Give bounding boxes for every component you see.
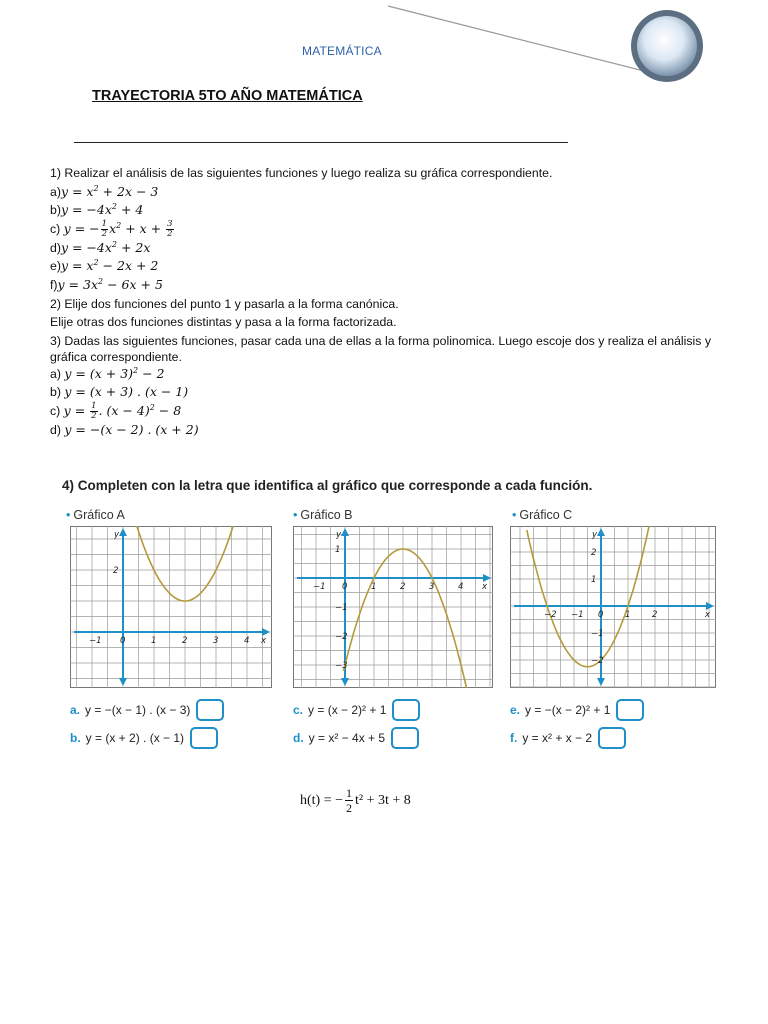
graph-b-title: • Gráfico B bbox=[293, 508, 353, 522]
exercise-3-item: a) $y = (x + 3)^2 - 2$ bbox=[50, 365, 165, 381]
x-tick-label: 2 bbox=[652, 610, 658, 620]
graph-c bbox=[510, 526, 716, 688]
lens-icon bbox=[637, 16, 697, 76]
exercise-1-item: c) y = − $\frac{1}{2}$ $x^2 + x$ + $\frac{3}{2}$ bbox=[50, 218, 173, 239]
y-tick-label: 1 bbox=[335, 545, 341, 555]
x-axis-label: x bbox=[705, 610, 711, 620]
y-axis-label: y bbox=[114, 530, 120, 540]
x-axis-label: x bbox=[261, 636, 267, 646]
exercise-1-prompt: 1) Realizar el análisis de las siguientes funciones y luego realiza su gráfica correspondiente. bbox=[50, 166, 553, 180]
exercise-4-title: 4) Completen con la letra que identifica al gráfico que corresponde a cada función. bbox=[62, 478, 593, 493]
formula-h: h(t) = − $\frac{1}{2}$ t² + 3t + 8 bbox=[300, 786, 411, 815]
x-tick-label: 4 bbox=[244, 636, 250, 646]
exercise-3-item: d) y = −(x − 2) . (x + 2) bbox=[50, 421, 199, 437]
exercise-3-item: c) y = $\frac{1}{2}$ . $(x - 4)^2 - 8$ bbox=[50, 400, 182, 421]
page-title: TRAYECTORIA 5TO AÑO MATEMÁTICA bbox=[92, 88, 363, 104]
graph-a-title: • Gráfico A bbox=[66, 508, 125, 522]
y-tick-label: −1 bbox=[591, 629, 604, 639]
exercise-2-line-2: Elije otras dos funciones distintas y pasa a la forma factorizada. bbox=[50, 315, 397, 330]
x-tick-label: 0 bbox=[342, 582, 348, 592]
x-tick-label: −1 bbox=[313, 582, 326, 592]
x-tick-label: 2 bbox=[182, 636, 188, 646]
answer-box-b[interactable] bbox=[190, 727, 218, 749]
exercise-1-item: $a)y = x^2 + 2x - 3$ bbox=[50, 183, 159, 199]
y-axis-label: y bbox=[592, 530, 598, 540]
x-tick-label: 2 bbox=[400, 582, 406, 592]
x-tick-label: 0 bbox=[598, 610, 604, 620]
answer-box-d[interactable] bbox=[391, 727, 419, 749]
x-tick-label: −2 bbox=[544, 610, 557, 620]
y-tick-label: −1 bbox=[335, 603, 348, 613]
x-tick-label: 1 bbox=[625, 610, 631, 620]
y-tick-label: −3 bbox=[335, 661, 348, 671]
y-tick-label: −2 bbox=[591, 656, 604, 666]
answer-box-e[interactable] bbox=[616, 699, 644, 721]
x-tick-label: 1 bbox=[151, 636, 157, 646]
option-b: b. y = (x + 2) . (x − 1) bbox=[70, 727, 218, 749]
exercise-1-item: $b)y = -4x^2 + 4$ bbox=[50, 202, 144, 218]
exercise-1-item: $d)y = -4x^2 + 2x$ bbox=[50, 239, 151, 255]
exercises-1-3 bbox=[50, 164, 740, 440]
y-axis-label: y bbox=[336, 530, 342, 540]
graph-a bbox=[70, 526, 272, 688]
header-decoration bbox=[380, 0, 768, 90]
option-d: d. y = x² − 4x + 5 bbox=[293, 727, 419, 749]
x-tick-label: 1 bbox=[371, 582, 377, 592]
y-tick-label: 1 bbox=[591, 575, 597, 585]
x-tick-label: −1 bbox=[89, 636, 102, 646]
exercise-3-prompt: 3) Dadas las siguientes funciones, pasar cada una de ellas a la forma polinomica. Luego escoje dos y realiza el análisis y gráfica correspondiente. bbox=[50, 333, 711, 364]
answer-box-f[interactable] bbox=[598, 727, 626, 749]
x-tick-label: 3 bbox=[213, 636, 219, 646]
y-tick-label: −2 bbox=[335, 632, 348, 642]
option-c: c. y = (x − 2)² + 1 bbox=[293, 699, 420, 721]
y-tick-label: 2 bbox=[591, 548, 597, 558]
exercise-1-item: $e)y = x^2 - 2x + 2$ bbox=[50, 258, 159, 274]
answer-box-c[interactable] bbox=[392, 699, 420, 721]
option-f: f. y = x² + x − 2 bbox=[510, 727, 626, 749]
option-e: e. y = −(x − 2)² + 1 bbox=[510, 699, 644, 721]
y-tick-label: 2 bbox=[113, 566, 119, 576]
x-tick-label: 0 bbox=[120, 636, 126, 646]
option-a: a. y = −(x − 1) . (x − 3) bbox=[70, 699, 224, 721]
x-axis-label: x bbox=[482, 582, 488, 592]
graph-b bbox=[293, 526, 493, 688]
exercise-3-item: b) y = (x + 3) . (x − 1) bbox=[50, 384, 189, 400]
answer-box-a[interactable] bbox=[196, 699, 224, 721]
header-subject: MATEMÁTICA bbox=[302, 44, 382, 58]
x-tick-label: −1 bbox=[571, 610, 584, 620]
x-tick-label: 4 bbox=[458, 582, 464, 592]
formula-fraction: $\frac{1}{2}$ bbox=[346, 786, 353, 815]
exercise-1-item: $f)y = 3x^2 - 6x + 5$ bbox=[50, 276, 163, 292]
graph-c-title: • Gráfico C bbox=[512, 508, 573, 522]
title-rule bbox=[74, 142, 568, 143]
exercise-2-line-1: 2) Elije dos funciones del punto 1 y pasarla a la forma canónica. bbox=[50, 296, 399, 311]
x-tick-label: 3 bbox=[429, 582, 435, 592]
